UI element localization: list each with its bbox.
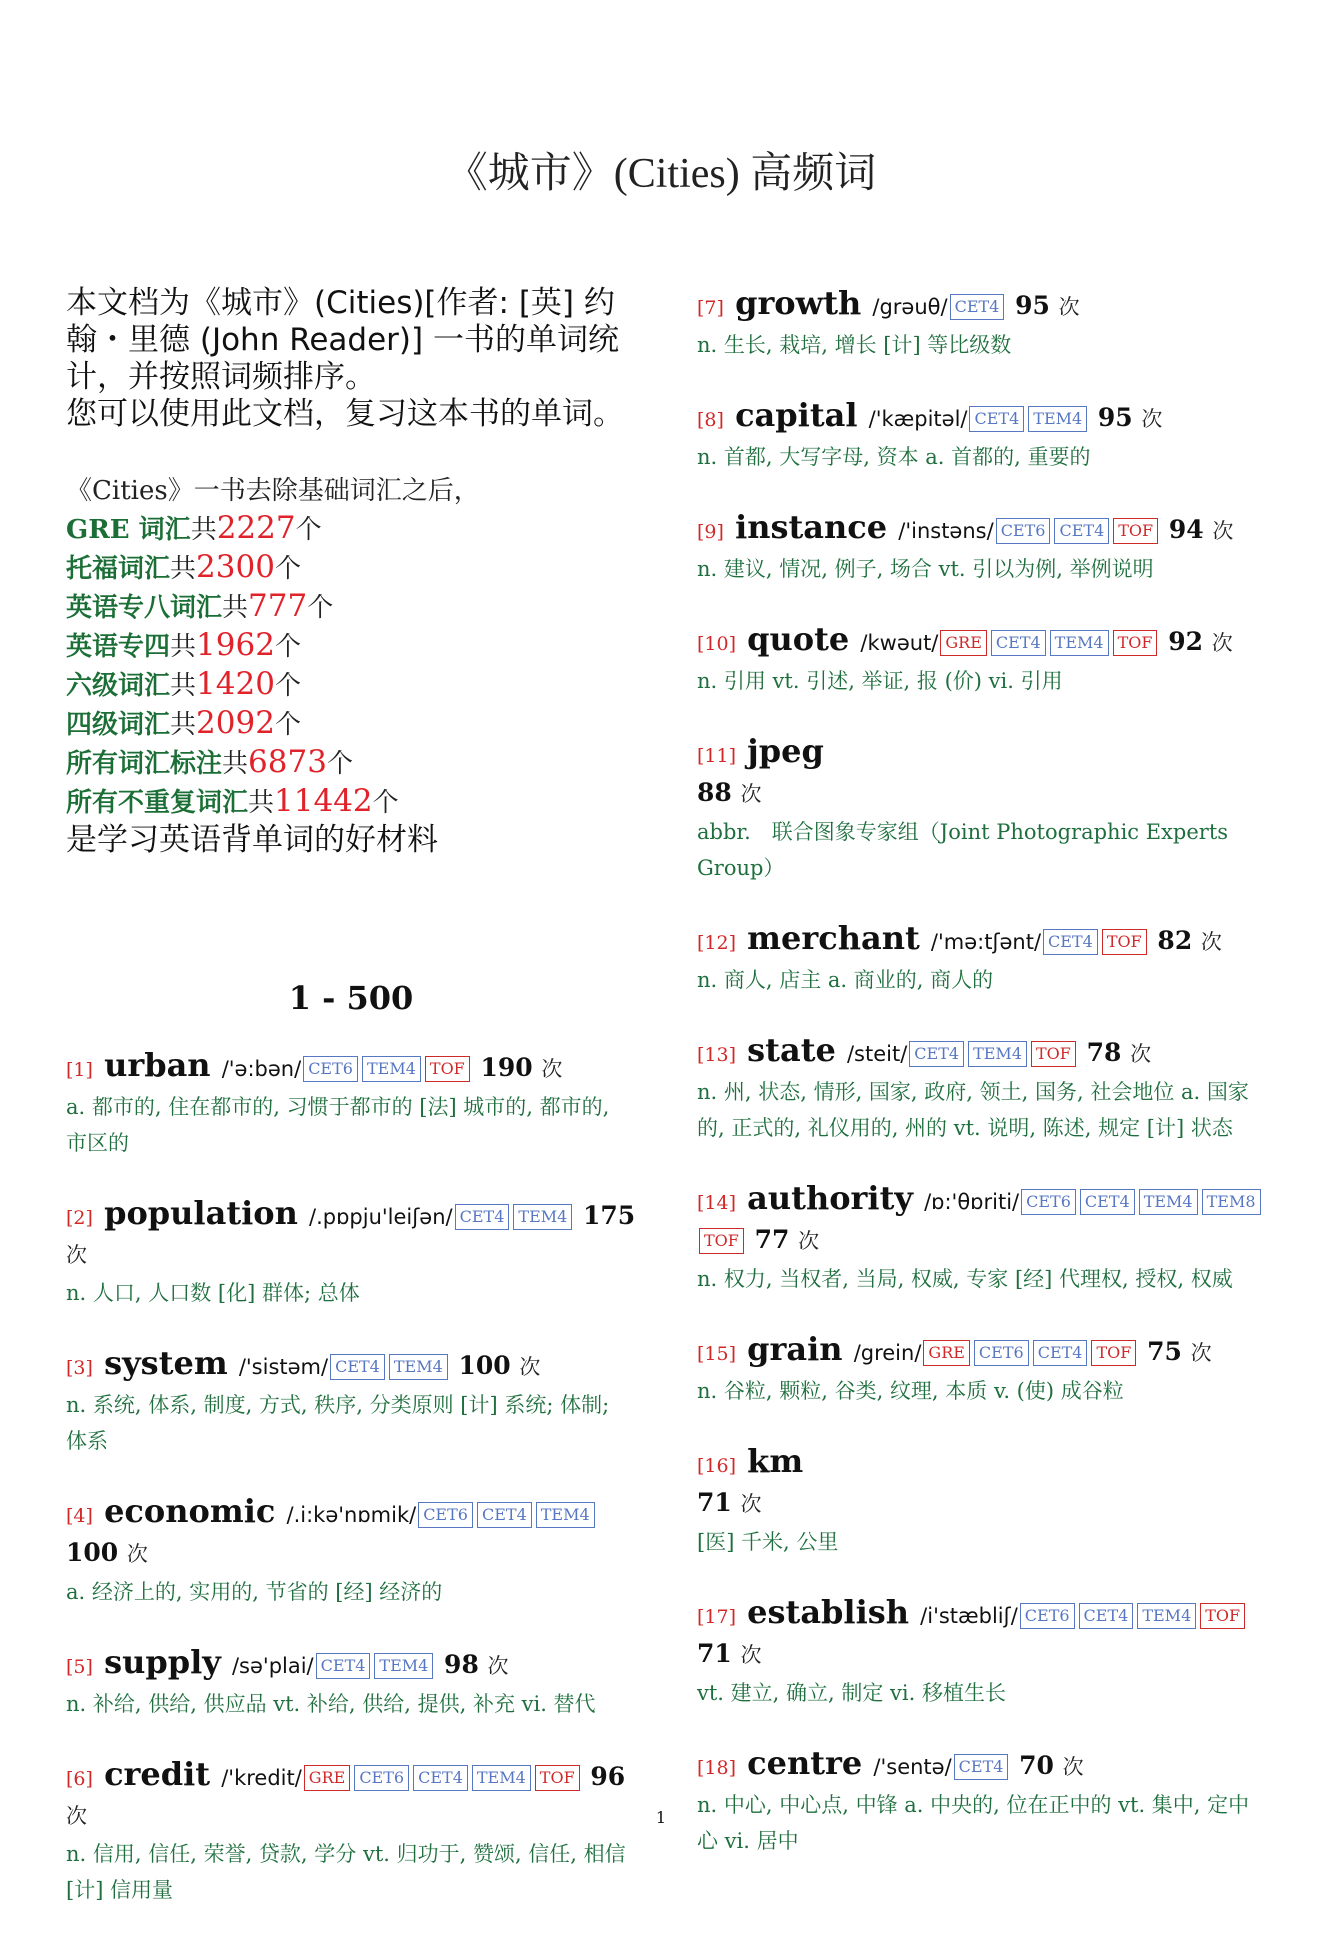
entry-definition: n. 系统, 体系, 制度, 方式, 秩序, 分类原则 [计] 系统; 体制; 体系 [66, 1393, 610, 1453]
intro [66, 285, 636, 433]
stats-line [66, 744, 636, 783]
entry-definition: n. 建议, 情况, 例子, 场合 vt. 引以为例, 举例说明 [697, 557, 1154, 581]
entry-definition: n. 州, 状态, 情形, 国家, 政府, 领土, 国务, 社会地位 a. 国家的, 正式的, 礼仪用的, 州的 vt. 说明, 陈述, 规定 [计] 状态 [697, 1080, 1249, 1140]
entry-word: supply [92, 1643, 232, 1681]
entry-word: state [736, 1031, 847, 1069]
exam-tag: CET6 [354, 1765, 409, 1791]
stats-lines [66, 510, 636, 822]
exam-tag: TEM4 [472, 1765, 531, 1791]
exam-tag: CET6 [418, 1502, 473, 1528]
stats-line [66, 588, 636, 627]
entry-head [697, 1331, 1267, 1373]
stats-label: 六级词汇 [66, 671, 171, 701]
exam-tag: CET6 [1021, 1189, 1076, 1215]
word-entry [697, 509, 1267, 587]
entry-head [66, 1345, 636, 1387]
word-entry [697, 397, 1267, 475]
entry-index: [3] [66, 1357, 93, 1379]
entry-index: [18] [697, 1757, 737, 1779]
entry-count-unit: 次 [541, 1057, 563, 1081]
entry-index: [15] [697, 1343, 737, 1365]
entry-count-unit: 次 [1190, 1341, 1212, 1365]
entry-definition: [医] 千米, 公里 [697, 1530, 839, 1554]
stats-tail: 是学习英语背单词的好材料 [66, 822, 438, 858]
entry-word: merchant [736, 919, 931, 957]
exam-tag: CET6 [1020, 1603, 1075, 1629]
exam-tag: GRE [923, 1340, 970, 1366]
exam-tag: CET6 [996, 518, 1051, 544]
entry-count: 70 [1010, 1751, 1063, 1780]
entry-count-unit: 次 [1062, 1755, 1084, 1779]
right-column [697, 285, 1267, 1893]
page-number: 1 [655, 1808, 667, 1827]
entry-word: centre [736, 1744, 874, 1782]
stats-unit: 个 [274, 710, 301, 740]
entry-index: [2] [66, 1207, 93, 1229]
entry-head [697, 621, 1267, 663]
exam-tag: TEM4 [362, 1056, 421, 1082]
entry-phonetic: /grein/ [853, 1341, 922, 1365]
entry-count-unit: 次 [740, 782, 762, 806]
entry-phonetic: /'sentə/ [873, 1755, 952, 1779]
entry-count-unit: 次 [740, 1492, 762, 1516]
word-entry [66, 1756, 636, 1908]
stats-line [66, 549, 636, 588]
entry-definition: abbr. 联合图象专家组（Joint Photographic Experts Group） [697, 820, 1229, 880]
stats-unit: 个 [274, 632, 301, 662]
entry-phonetic: /sə'plai/ [231, 1654, 314, 1678]
entry-index: [14] [697, 1192, 737, 1214]
entry-phonetic: /'ə:bən/ [221, 1057, 302, 1081]
entry-word: capital [723, 396, 869, 434]
entry-definition: a. 都市的, 住在都市的, 习惯于都市的 [法] 城市的, 都市的, 市区的 [66, 1095, 610, 1155]
stats-label: 所有词汇标注 [66, 749, 223, 779]
exam-tag: TOF [1031, 1041, 1076, 1067]
entry-count: 190 [471, 1053, 542, 1082]
entry-count: 175 [574, 1201, 636, 1230]
entry-phonetic: /'kæpitəl/ [868, 407, 968, 431]
section-title: 1 - 500 [288, 979, 414, 1017]
stats-count: 2300 [196, 549, 275, 585]
entry-count-unit: 次 [798, 1229, 820, 1253]
left-column [66, 285, 636, 1942]
stats-mid: 共 [170, 554, 197, 584]
exam-tag: TOF [535, 1765, 580, 1791]
entry-count: 100 [66, 1538, 127, 1567]
entry-definition: n. 中心, 中心点, 中锋 a. 中央的, 位在正中的 vt. 集中, 定中心 vi. 居中 [697, 1793, 1250, 1853]
entry-count: 96 [581, 1762, 626, 1791]
entry-definition: n. 生长, 栽培, 增长 [计] 等比级数 [697, 333, 1012, 357]
entry-phonetic: /'kredit/ [221, 1766, 302, 1790]
stats-count: 11442 [274, 783, 373, 819]
word-entry [66, 1644, 636, 1722]
exam-tag: TEM4 [374, 1653, 433, 1679]
entry-phonetic: /.i:kə'nɒmik/ [286, 1503, 417, 1527]
entry-index: [5] [66, 1656, 93, 1678]
entry-count: 95 [1089, 403, 1142, 432]
exam-tag: CET4 [1080, 1189, 1135, 1215]
stats-count: 2227 [216, 510, 296, 546]
exam-tag: TEM4 [513, 1204, 572, 1230]
left-entry-list [66, 1047, 636, 1908]
stats-line [66, 783, 636, 822]
stats-mid: 共 [190, 515, 217, 545]
intro-paragraph-1: 本文档为《城市》(Cities)[作者: [英] 约翰・里德 (John Reader)] 一书的单词统计，并按照词频排序。 [66, 285, 619, 395]
entry-count: 78 [1077, 1038, 1131, 1067]
entry-index: [13] [697, 1044, 737, 1066]
entry-phonetic: /steit/ [846, 1042, 908, 1066]
entry-count: 100 [449, 1351, 520, 1380]
entry-head [697, 1443, 1267, 1524]
exam-tag: GRE [940, 630, 987, 656]
entry-count: 82 [1148, 926, 1201, 955]
stats-unit: 个 [274, 671, 301, 701]
word-entry [697, 1745, 1267, 1859]
entry-definition: n. 人口, 人口数 [化] 群体; 总体 [66, 1281, 360, 1305]
stats-unit: 个 [307, 593, 334, 623]
entry-word: economic [92, 1492, 287, 1530]
entry-count-unit: 次 [1211, 631, 1233, 655]
entry-count-unit: 次 [740, 1643, 762, 1667]
entry-count: 71 [697, 1488, 741, 1517]
word-entry [66, 1195, 636, 1311]
entry-word: grain [736, 1330, 854, 1368]
entry-count-unit: 次 [66, 1243, 87, 1267]
stats-unit: 个 [295, 515, 322, 545]
stats-count: 6873 [248, 744, 327, 780]
page-title: 《城市》(Cities) 高频词 [445, 151, 877, 197]
entry-index: [11] [697, 745, 737, 767]
entry-index: [8] [697, 409, 724, 431]
entry-index: [6] [66, 1768, 93, 1790]
word-entry [66, 1493, 636, 1610]
entry-count: 77 [745, 1225, 799, 1254]
entry-definition: n. 首都, 大写字母, 资本 a. 首都的, 重要的 [697, 445, 1091, 469]
entry-count: 92 [1159, 627, 1212, 656]
entry-word: establish [736, 1593, 921, 1631]
word-entry [697, 1443, 1267, 1560]
entry-count-unit: 次 [126, 1542, 148, 1566]
exam-tag: CET4 [455, 1204, 510, 1230]
entry-count-unit: 次 [1130, 1042, 1152, 1066]
exam-tag: CET4 [316, 1653, 371, 1679]
stats-unit: 个 [274, 554, 301, 584]
entry-phonetic: /.pɒpju'leiʃən/ [309, 1205, 453, 1229]
entry-head [66, 1493, 636, 1574]
entry-head [697, 509, 1267, 551]
stats-label: 四级词汇 [66, 710, 171, 740]
entry-count: 88 [697, 778, 741, 807]
stats-mid: 共 [222, 593, 249, 623]
stats-mid: 共 [222, 749, 249, 779]
stats-mid: 共 [170, 671, 197, 701]
stats-unit: 个 [372, 788, 399, 818]
stats-count: 777 [248, 588, 308, 624]
exam-tag: TOF [1200, 1603, 1245, 1629]
entry-definition: n. 引用 vt. 引述, 举证, 报 (价) vi. 引用 [697, 669, 1063, 693]
exam-tag: TEM4 [536, 1502, 595, 1528]
exam-tag: CET4 [330, 1354, 385, 1380]
entry-head [697, 1032, 1267, 1074]
entry-word: instance [723, 508, 899, 546]
stats-label: 英语专四 [66, 632, 171, 662]
entry-word: quote [736, 620, 861, 658]
entry-count: 98 [435, 1650, 488, 1679]
entry-head [697, 1745, 1267, 1787]
word-entry [697, 733, 1267, 886]
entry-count: 75 [1138, 1337, 1191, 1366]
exam-tag: TOF [1113, 630, 1158, 656]
stats-count: 1420 [196, 666, 275, 702]
intro-paragraph-2: 您可以使用此文档，复习这本书的单词。 [66, 396, 624, 432]
word-entry [697, 1331, 1267, 1409]
entry-word: urban [92, 1046, 222, 1084]
entry-head [697, 733, 1267, 814]
entry-count-unit: 次 [1141, 407, 1163, 431]
entry-phonetic: /grəuθ/ [872, 295, 948, 319]
exam-tag: TOF [1091, 1340, 1136, 1366]
entry-count-unit: 次 [487, 1654, 509, 1678]
exam-tag: CET4 [991, 630, 1046, 656]
exam-tag: CET4 [950, 294, 1005, 320]
entry-definition: n. 谷粒, 颗粒, 谷类, 纹理, 本质 v. (使) 成谷粒 [697, 1379, 1124, 1403]
exam-tag: TEM4 [1028, 406, 1087, 432]
exam-tag: TEM4 [968, 1041, 1027, 1067]
exam-tag: TOF [1113, 518, 1158, 544]
entry-head [697, 1594, 1267, 1675]
word-entry [697, 1594, 1267, 1711]
entry-word: jpeg [736, 732, 824, 770]
entry-index: [9] [697, 521, 724, 543]
word-entry [697, 1180, 1267, 1297]
exam-tag: TOF [699, 1228, 744, 1254]
exam-tag: TOF [425, 1056, 470, 1082]
entry-count: 94 [1160, 515, 1213, 544]
stats-line [66, 627, 636, 666]
exam-tag: CET4 [413, 1765, 468, 1791]
entry-head [66, 1047, 636, 1089]
entry-index: [10] [697, 633, 737, 655]
entry-definition: vt. 建立, 确立, 制定 vi. 移植生长 [697, 1681, 1006, 1705]
exam-tag: CET4 [1043, 929, 1098, 955]
entry-phonetic: /'mə:tʃənt/ [930, 930, 1042, 954]
stats-line [66, 510, 636, 549]
entry-head [697, 1180, 1267, 1261]
stats-count: 1962 [196, 627, 275, 663]
exam-tag: CET4 [969, 406, 1024, 432]
stats-label: 英语专八词汇 [66, 593, 223, 623]
word-entry [697, 285, 1267, 363]
exam-tag: CET4 [954, 1754, 1009, 1780]
stats-lead: 《Cities》一书去除基础词汇之后， [66, 476, 480, 506]
exam-tag: TEM8 [1202, 1189, 1261, 1215]
entry-definition: n. 商人, 店主 a. 商业的, 商人的 [697, 968, 994, 992]
entry-word: km [736, 1442, 804, 1480]
entry-count-unit: 次 [1200, 930, 1222, 954]
entry-phonetic: /'instəns/ [898, 519, 994, 543]
entry-head [66, 1644, 636, 1686]
entry-phonetic: /ɒ:'θɒriti/ [924, 1190, 1020, 1214]
exam-tag: CET6 [974, 1340, 1029, 1366]
entry-definition: a. 经济上的, 实用的, 节省的 [经] 经济的 [66, 1580, 443, 1604]
word-entry [66, 1047, 636, 1161]
exam-tag: TEM4 [1139, 1189, 1198, 1215]
entry-definition: n. 补给, 供给, 供应品 vt. 补给, 供给, 提供, 补充 vi. 替代 [66, 1692, 596, 1716]
exam-tag: CET6 [303, 1056, 358, 1082]
word-entry [697, 1032, 1267, 1146]
exam-tag: CET4 [1054, 518, 1109, 544]
entry-definition: n. 权力, 当权者, 当局, 权威, 专家 [经] 代理权, 授权, 权威 [697, 1267, 1233, 1291]
entry-word: authority [736, 1179, 925, 1217]
stats-mid: 共 [170, 632, 197, 662]
entry-index: [1] [66, 1059, 93, 1081]
right-entry-list [697, 285, 1267, 1859]
word-entry [697, 920, 1267, 998]
entry-word: population [92, 1194, 309, 1232]
entry-index: [17] [697, 1606, 737, 1628]
exam-tag: TEM4 [1137, 1603, 1196, 1629]
entry-index: [7] [697, 297, 724, 319]
exam-tag: CET4 [909, 1041, 964, 1067]
stats-unit: 个 [326, 749, 353, 779]
stats-line [66, 666, 636, 705]
exam-tag: GRE [304, 1765, 351, 1791]
stats-label: GRE 词汇 [66, 515, 191, 545]
entry-definition: n. 信用, 信任, 荣誉, 贷款, 学分 vt. 归功于, 赞颂, 信任, 相信 [计] 信用量 [66, 1842, 626, 1902]
entry-head [697, 397, 1267, 439]
stats-mid: 共 [248, 788, 275, 818]
entry-word: system [92, 1344, 239, 1382]
entry-head [697, 285, 1267, 327]
entry-count-unit: 次 [1212, 519, 1234, 543]
exam-tag: TEM4 [1050, 630, 1109, 656]
entry-count-unit: 次 [519, 1355, 541, 1379]
word-entry [697, 621, 1267, 699]
entry-phonetic: /i'stæbliʃ/ [920, 1604, 1018, 1628]
word-entry [66, 1345, 636, 1459]
stats-mid: 共 [170, 710, 197, 740]
entry-head [66, 1195, 636, 1275]
entry-count: 95 [1006, 291, 1059, 320]
entry-index: [4] [66, 1505, 93, 1527]
entry-word: credit [92, 1755, 222, 1793]
entry-count-unit: 次 [66, 1804, 87, 1828]
entry-count: 71 [697, 1639, 741, 1668]
entry-phonetic: /'sistəm/ [238, 1355, 329, 1379]
exam-tag: TEM4 [389, 1354, 448, 1380]
exam-tag: TOF [1102, 929, 1147, 955]
entry-index: [12] [697, 932, 737, 954]
stats-line [66, 705, 636, 744]
entry-phonetic: /kwəut/ [860, 631, 939, 655]
vocab-stats [66, 473, 636, 859]
exam-tag: CET4 [477, 1502, 532, 1528]
stats-label: 所有不重复词汇 [66, 788, 249, 818]
entry-index: [16] [697, 1455, 737, 1477]
exam-tag: CET4 [1033, 1340, 1088, 1366]
stats-label: 托福词汇 [66, 554, 171, 584]
stats-count: 2092 [196, 705, 275, 741]
entry-head [697, 920, 1267, 962]
entry-word: growth [723, 284, 873, 322]
entry-count-unit: 次 [1058, 295, 1080, 319]
exam-tag: CET4 [1079, 1603, 1134, 1629]
